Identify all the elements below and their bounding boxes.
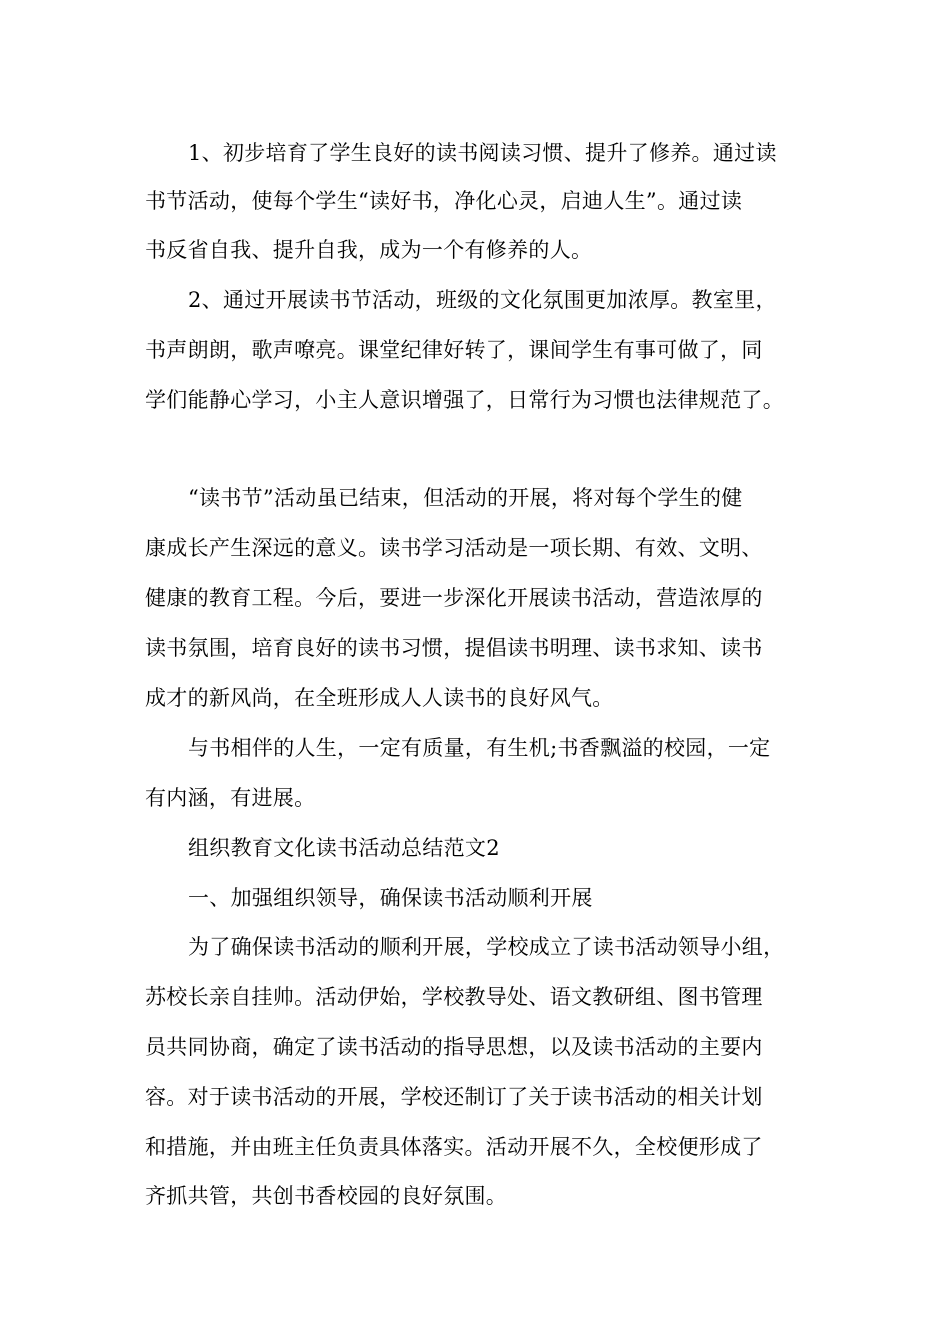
text-line: 康成长产生深远的意义。读书学习活动是一项长期、有效、文明、 (145, 536, 763, 560)
text-line: 苏校长亲自挂帅。活动伊始，学校教导处、语文教研组、图书管理 (145, 985, 763, 1009)
text-line: 一、加强组织领导，确保读书活动顺利开展 (188, 886, 593, 910)
text-line: 成才的新风尚，在全班形成人人读书的良好风气。 (145, 686, 614, 710)
text-line: 员共同协商，确定了读书活动的指导思想，以及读书活动的主要内 (145, 1035, 763, 1059)
text-line: 齐抓共管，共创书香校园的良好氛围。 (145, 1184, 508, 1208)
text-line: 容。对于读书活动的开展，学校还制订了关于读书活动的相关计划 (145, 1085, 763, 1109)
text-line: 与书相伴的人生，一定有质量，有生机;书香飘溢的校园，一定 (188, 736, 771, 760)
text-line: 健康的教育工程。今后，要进一步深化开展读书活动，营造浓厚的 (145, 586, 763, 610)
text-line: 读书氛围，培育良好的读书习惯，提倡读书明理、读书求知、读书 (145, 636, 763, 660)
text-line: “读书节”活动虽已结束，但活动的开展，将对每个学生的健 (188, 486, 743, 510)
text-line: 书反省自我、提升自我，成为一个有修养的人。 (145, 238, 593, 262)
text-line: 组织教育文化读书活动总结范文2 (188, 836, 500, 860)
text-line: 和措施，并由班主任负责具体落实。活动开展不久，全校便形成了 (145, 1135, 763, 1159)
text-line: 1、初步培育了学生良好的读书阅读习惯、提升了修养。通过读 (188, 141, 777, 165)
text-line: 书节活动，使每个学生“读好书，净化心灵，启迪人生”。通过读 (145, 189, 743, 213)
text-line: 有内涵，有进展。 (145, 786, 316, 810)
text-line: 2、通过开展读书节活动，班级的文化氛围更加浓厚。教室里， (188, 288, 777, 312)
text-line: 为了确保读书活动的顺利开展，学校成立了读书活动领导小组， (188, 935, 785, 959)
text-line: 学们能静心学习，小主人意识增强了，日常行为习惯也法律规范了。 (145, 388, 784, 412)
text-line: 书声朗朗，歌声嘹亮。课堂纪律好转了，课间学生有事可做了，同 (145, 338, 763, 362)
